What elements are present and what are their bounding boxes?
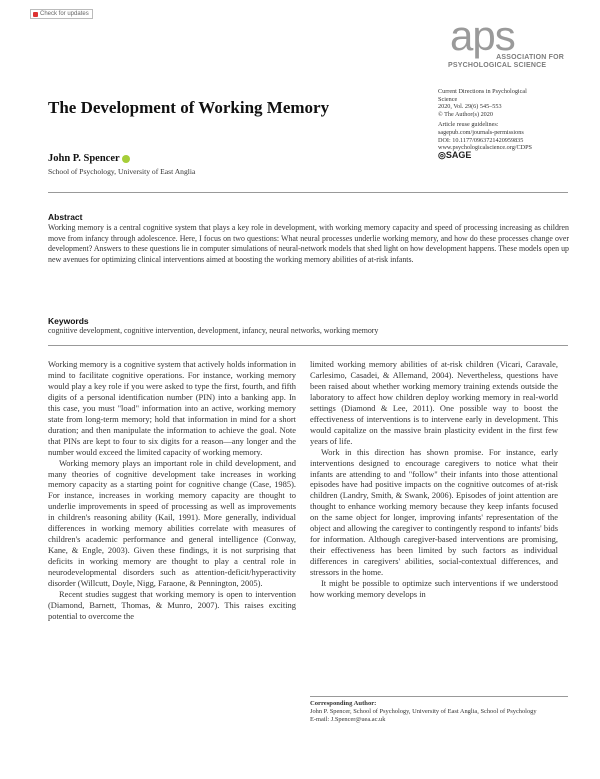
keywords-heading: Keywords <box>48 316 89 326</box>
copyright: © The Author(s) 2020 <box>438 110 493 118</box>
abstract-heading: Abstract <box>48 212 83 222</box>
body-column-right <box>310 359 558 600</box>
author-name <box>48 153 130 164</box>
body-column-left <box>48 359 296 622</box>
logo-letters: aps <box>450 12 515 59</box>
aps-logo <box>438 12 570 74</box>
article-title: The Development of Working Memory <box>48 98 330 117</box>
body-paragraph: It might be possible to optimize such interventions if we understood how working memory develops in <box>310 578 558 600</box>
crossmark-icon <box>33 12 38 17</box>
body-paragraph: Recent studies suggest that working memory is open to intervention (Diamond, Barnett, Thomas, & Munro, 2007). This raises exciting potential to overcome the <box>48 589 296 621</box>
logo-line-2: PSYCHOLOGICAL SCIENCE <box>448 62 547 69</box>
body-paragraph: Work in this direction has shown promise. For instance, early interventions designed to encourage caregivers to notice what their infants are attending to and "follow" their infants into those attentional episodes have had positive impacts on the cognitive outcomes of at-risk children (Landry, Smith, & Swank, 2006). Episodes of joint attention are thought to enhance working memory because they keep infants focused on the same object for longer, improving infants' representation of the object and allowing the caregiver to contingently respond to infants' bids for information. Although caregiver-based interventions are promising, their effectiveness has been limited by such factors as individual differences in caregivers' abilities, social-contextual differences, and stressors in the home. <box>310 446 558 578</box>
divider-keywords <box>48 345 568 346</box>
corresponding-address: John P. Spencer, School of Psychology, University of East Anglia, School of Psychology <box>310 708 537 716</box>
corresponding-email[interactable]: E-mail: J.Spencer@uea.ac.uk <box>310 716 386 724</box>
doi-link[interactable]: DOI: 10.1177/0963721420959835 <box>438 136 524 144</box>
sage-text: SAGE <box>445 149 472 160</box>
check-updates-label: Check for updates <box>40 11 89 17</box>
body-paragraph: Working memory is a cognitive system that actively holds information in mind to facilitate cognitive operations. For instance, working memory would play a key role if you were asked to type the first, fourth, and fifth digits of a personal identification number (PIN) into a banking app. In this case, you must "load" information into an active, working memory state from long-term memory; hold that information in mind for a short duration; and then manipulate the information to achieve the goal. Note that PINs are kept to four to six digits for a reason—any longer and the number would exceed the limited capacity of working memory. <box>48 359 296 457</box>
journal-name-line-2: Science <box>438 95 458 103</box>
logo-line-1: ASSOCIATION FOR <box>496 54 564 61</box>
reuse-link[interactable]: sagepub.com/journals-permissions <box>438 128 524 136</box>
corresponding-heading: Corresponding Author: <box>310 700 377 707</box>
journal-metadata <box>438 88 568 162</box>
author-affiliation: School of Psychology, University of East Anglia <box>48 167 196 176</box>
journal-site-link[interactable]: www.psychologicalscience.org/CDPS <box>438 144 533 152</box>
journal-name-line-1: Current Directions in Psychological <box>438 88 527 95</box>
body-paragraph: limited working memory abilities of at-risk children (Vicari, Caravale, Carlesimo, Casadei, & Allemand, 2004). Nevertheless, questions have been raised about whether working memory training extends outside the laboratory to affect how children deploy working memory in real-world settings (Diamond & Lee, 2011). One possible way to boost the effectiveness of interventions is to intervene early in development. This would capitalize on the massive brain plasticity evident in the first few years of life. <box>310 359 558 446</box>
abstract-text: Working memory is a central cognitive system that plays a key role in development, with working memory capacity and speed of processing increasing as children move from infancy through adolescence. Here, I focus on two questions: What neural processes underlie working memory, and how do these processes change over development? Answers to these questions lie in computer simulations of neural-network models that shed light on how development happens. These models open up new avenues for optimizing clinical interventions aimed at boosting the working memory abilities of at-risk infants. <box>48 223 569 264</box>
divider-top <box>48 192 568 193</box>
sage-logo <box>438 149 568 160</box>
check-for-updates-badge[interactable] <box>30 9 93 19</box>
sage-symbol-icon: ◎ <box>438 149 446 160</box>
body-paragraph: Working memory plays an important role in child development, and many theories of cognitive development take increases in working memory capacity as a starting point for cognitive change (Case, 1985). For instance, increases in working memory capacity are thought to underlie improvements in speed of processing as well as improvements in children's reasoning ability (Kail, 1991). More generally, individual differences in working memory abilities correlate with measures of children's academic performance and general intelligence (Conway, Kane, & Engle, 2003). Given these findings, it is not surprising that deficits in working memory are thought to play a central role in neurodevelopmental disorders such as attention-deficit/hyperactivity disorder (Willcutt, Doyle, Nigg, Faraone, & Pennington, 2005). <box>48 457 296 589</box>
reuse-label: Article reuse guidelines: <box>438 121 499 129</box>
author-name-text: John P. Spencer <box>48 153 120 164</box>
journal-volume: 2020, Vol. 29(6) 545–553 <box>438 103 502 111</box>
keywords-text: cognitive development, cognitive intervention, development, infancy, neural networks, working memory <box>48 326 379 335</box>
corresponding-author <box>310 696 568 725</box>
orcid-icon[interactable] <box>122 155 130 163</box>
